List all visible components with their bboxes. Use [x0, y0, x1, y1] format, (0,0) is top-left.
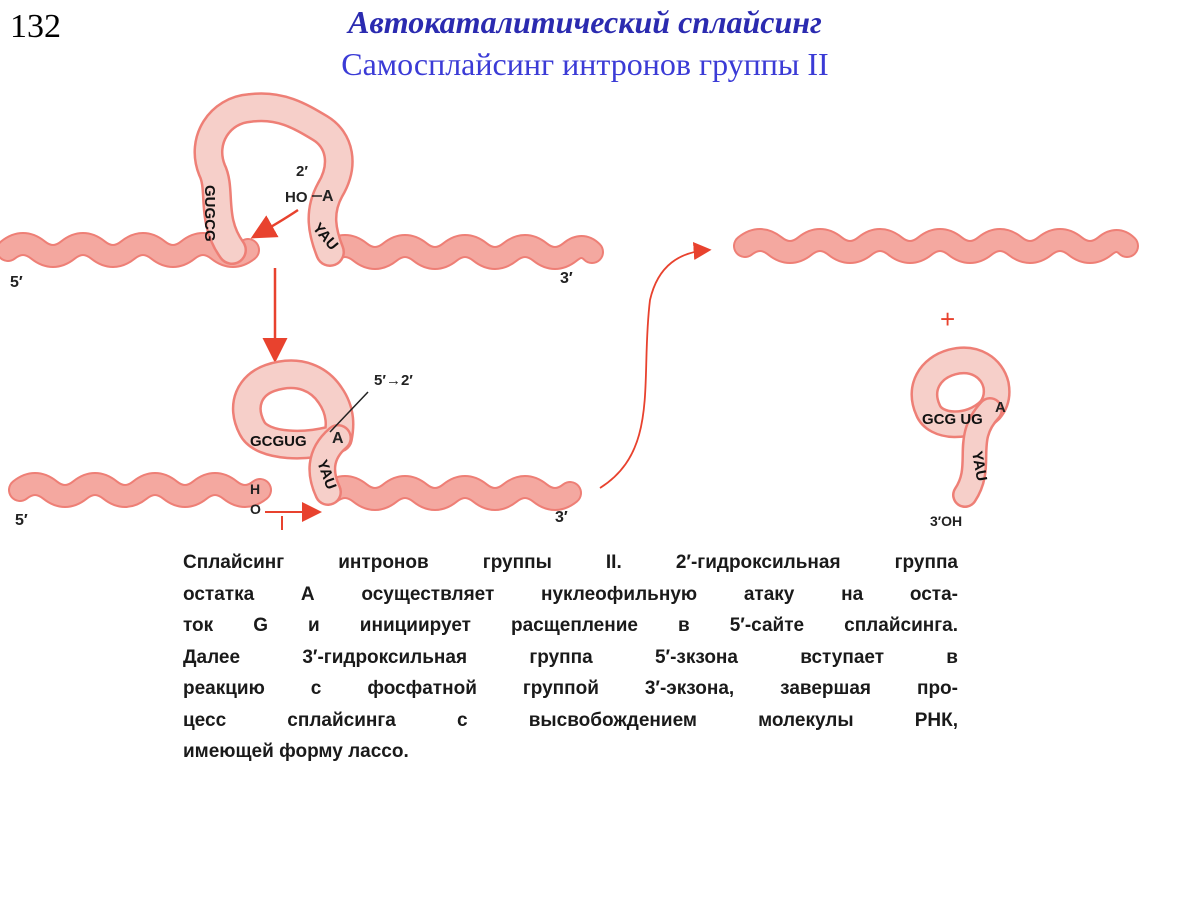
- middle-seq-loop: GCGUG: [250, 433, 307, 450]
- top-seq-left: GUGCG: [201, 185, 218, 242]
- ligated-exons-fill: [745, 240, 1127, 252]
- top-hydroxyl-2prime: 2′: [296, 163, 308, 180]
- middle-seq-tail: YAU: [313, 457, 340, 492]
- top-stage: [8, 107, 592, 358]
- middle-label-5prime: 5′: [15, 512, 28, 529]
- middle-exon-5prime-fill: [20, 484, 260, 496]
- free-residue-a: A: [995, 399, 1006, 416]
- top-attack-arrow: [255, 210, 298, 236]
- top-exon-3prime-fill: [330, 246, 592, 258]
- middle-hydroxyl-o: O: [250, 501, 261, 517]
- free-label-3oh: 3′OH: [930, 513, 963, 529]
- caption-line: Далее 3′-гидроксильная группа 5′-зкзона вступает в: [183, 646, 958, 668]
- caption-line: имеющей форму лассо.: [183, 741, 409, 762]
- top-hydroxyl-ho: HO: [285, 189, 308, 206]
- top-label-3prime: 3′: [560, 270, 573, 287]
- middle-exon-3prime-fill: [330, 487, 570, 499]
- middle-to-products-arrow: [600, 250, 708, 488]
- caption-line: остатка А осуществляет нуклеофильную атаку на оста-: [183, 583, 958, 605]
- plus-sign: +: [940, 304, 956, 334]
- middle-residue-a: A: [332, 430, 344, 447]
- free-seq-loop: GCG UG: [922, 411, 983, 428]
- middle-hydroxyl-h: H: [250, 481, 261, 497]
- page-title: Автокаталитический сплайсинг: [348, 4, 822, 40]
- caption-line: реакцию с фосфатной группой 3′-экзона, завершая про-: [183, 678, 958, 699]
- caption-line: ток G и инициирует расщепление в 5′-сайте сплайсинга.: [183, 615, 958, 636]
- figure-caption: [183, 547, 958, 768]
- middle-bond-label: 5′→2′: [374, 372, 413, 389]
- caption-line: Сплайсинг интронов группы II. 2′-гидроксильная группа: [183, 552, 958, 573]
- page-number: 132: [10, 8, 61, 45]
- caption-line: цесс сплайсинга с высвобождением молекулы РНК,: [183, 709, 958, 731]
- middle-stage: [15, 250, 708, 530]
- page-subtitle: Самосплайсинг интронов группы II: [341, 46, 829, 82]
- middle-label-3prime: 3′: [555, 509, 568, 526]
- products-stage: [745, 240, 1127, 529]
- top-label-5prime: 5′: [10, 274, 23, 291]
- free-seq-tail: YAU: [968, 449, 991, 483]
- top-seq-right: YAU: [308, 219, 342, 254]
- top-residue-a: A: [322, 188, 334, 205]
